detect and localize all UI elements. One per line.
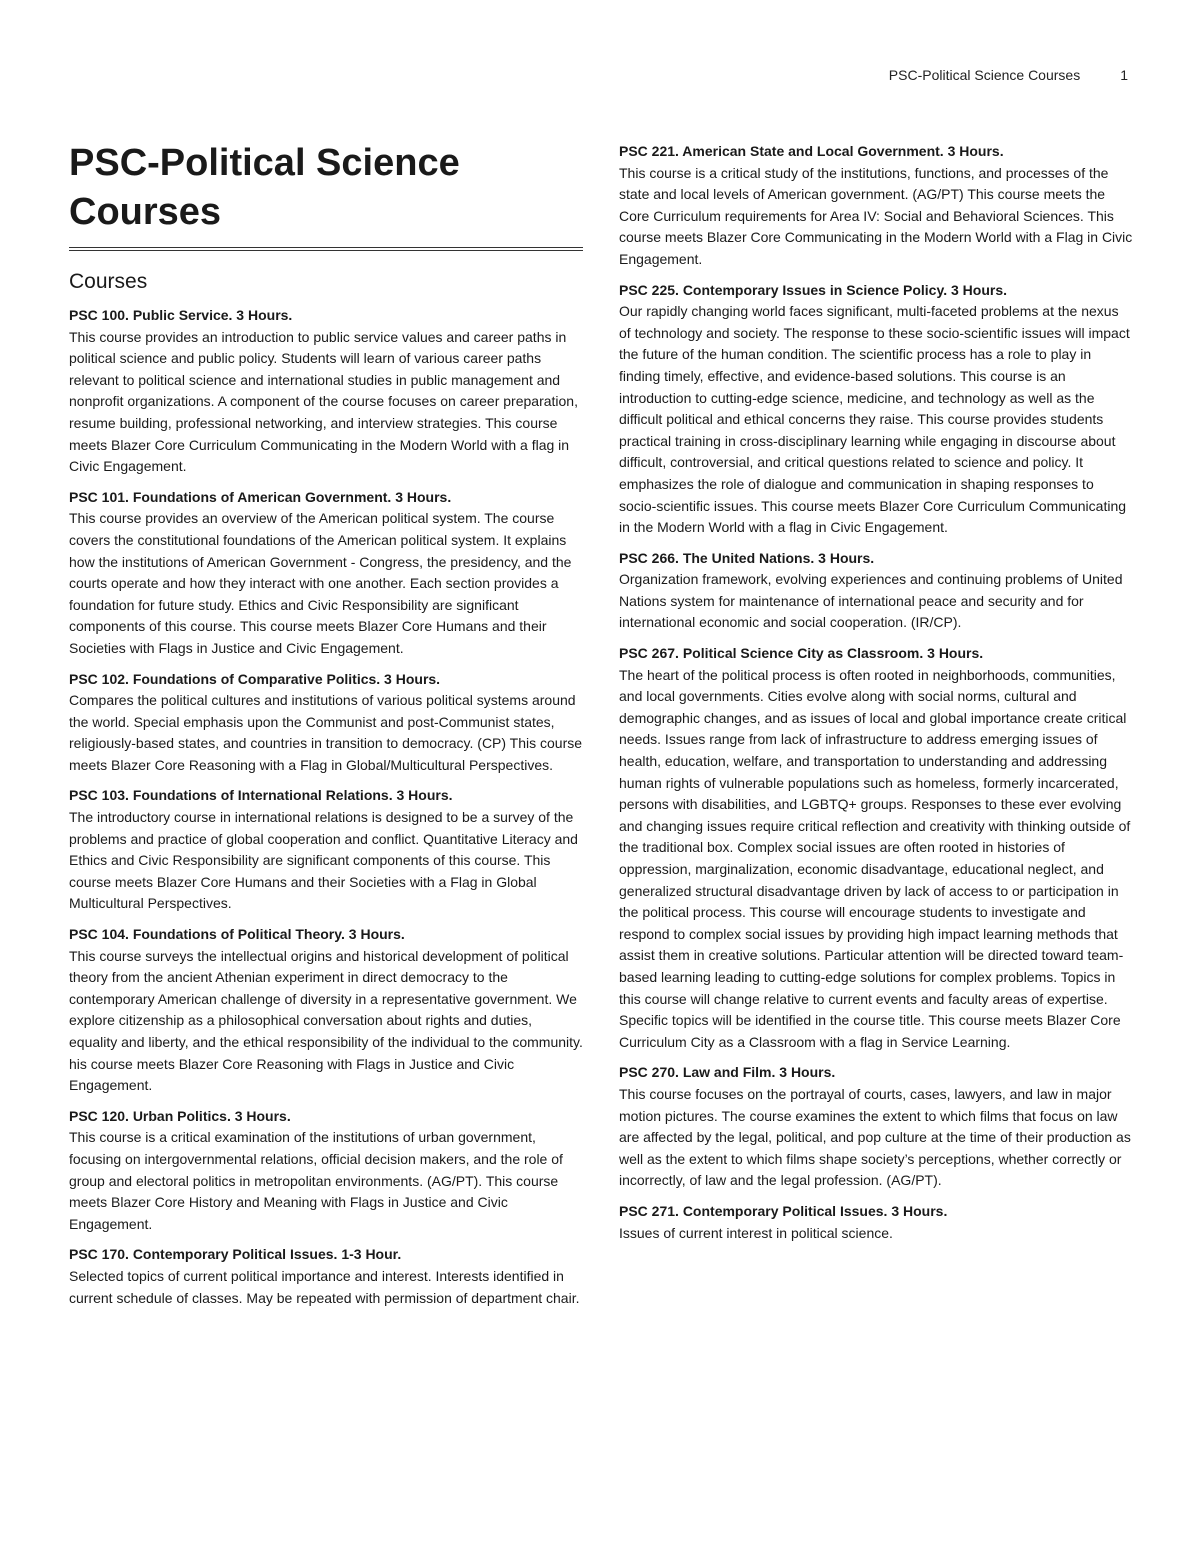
course-entry <box>619 141 1133 271</box>
course-title: PSC 267. Political Science City as Classroom. 3 Hours. <box>619 645 984 662</box>
course-title: PSC 270. Law and Film. 3 Hours. <box>619 1064 836 1081</box>
page-header <box>889 67 1128 83</box>
course-description: The heart of the political process is often rooted in neighborhoods, communities, and local governments. Cities evolve along with social norms, cultural and demographic changes, and as issues of local and global importance create critical needs. Issues range from lack of infrastructure to address emerging issues of health, education, welfare, and transportation to understanding and addressing human rights of vulnerable populations such as homeless, formerly incarcerated, persons with disabilities, and LGBTQ+ groups. Responses to these ever evolving and changing issues require critical reflection and creativity with thinking outside of the traditional box. Complex social issues are often rooted in histories of oppression, marginalization, economic disadvantage, educational neglect, and generalized structural disadvantage driven by lack of access to or participation in the political process. This course will encourage students to investigate and respond to complex social issues by providing high impact learning methods that assist them in creative solutions. Particular attention will be directed toward team-based learning leading to cutting-edge solutions for complex problems. Topics in this course will change relative to current events and faculty areas of expertise. Specific topics will be identified in the course title. This course meets Blazer Core Curriculum City as a Classroom with a flag in Service Learning. <box>619 666 1131 1050</box>
course-entry <box>69 1106 583 1236</box>
course-description: Our rapidly changing world faces significant, multi-faceted problems at the nexus of technology and society. The response to these socio-scientific issues will impact the future of the human condition. The scientific process has a role to play in finding timely, effective, and evidence-based solutions. This course is an introduction to cutting-edge science, medicine, and technology as well as the difficult political and ethical concerns they raise. This course provides students practical training in cross-disciplinary learning while engaging in discourse about difficult, controversial, and critical questions related to science and policy. It emphasizes the role of dialogue and communication in shaping responses to socio-scientific issues. This course meets Blazer Core Curriculum Communicating in the Modern World with a flag in Civic Engagement. <box>619 303 1130 536</box>
course-entry <box>69 924 583 1097</box>
course-title: PSC 103. Foundations of International Relations. 3 Hours. <box>69 787 453 804</box>
left-course-list <box>69 305 583 1309</box>
course-description: Selected topics of current political importance and interest. Interests identified in current schedule of classes. May be repeated with permission of department chair. <box>69 1267 580 1306</box>
course-entry <box>69 785 583 915</box>
course-entry <box>69 669 583 777</box>
course-title: PSC 271. Contemporary Political Issues. 3 Hours. <box>619 1202 948 1219</box>
course-entry <box>69 487 583 660</box>
course-title: PSC 170. Contemporary Political Issues. 1-3 Hour. <box>69 1246 402 1263</box>
course-description: Organization framework, evolving experiences and continuing problems of United Nations system for maintenance of international peace and security and for international economic and social cooperation. (IR/CP). <box>619 571 1123 631</box>
document-title: PSC-Political Science Courses <box>69 142 460 233</box>
course-description: This course provides an overview of the American political system. The course covers the constitutional foundations of the American political system. It explains how the institutions of American Government - Congress, the presidency, and the courts operate and how they interact with one another. Each section provides a foundation for future study. Ethics and Civic Responsibility are significant components of this course. This course meets Blazer Core Humans and their Societies with Flags in Justice and Civic Engagement. <box>69 510 572 656</box>
course-entry <box>619 1201 1133 1244</box>
course-entry <box>69 305 583 478</box>
course-description: This course is a critical examination of the institutions of urban government, focusing on intergovernmental relations, official decision makers, and the role of group and electoral politics in metropolitan environments. (AG/PT). This course meets Blazer Core History and Meaning with Flags in Justice and Civic Engagement. <box>69 1129 563 1232</box>
left-column <box>69 139 583 1318</box>
right-column <box>619 141 1133 1253</box>
course-description: This course provides an introduction to public service values and career paths in political science and public policy. Students will learn of various career paths relevant to political science and international studies in public management and nonprofit organizations. A component of the course focuses on career preparation, resume building, professional networking, and interview strategies. This course meets Blazer Core Curriculum Communicating in the Modern World with a flag in Civic Engagement. <box>69 328 578 475</box>
course-title: PSC 104. Foundations of Political Theory. 3 Hours. <box>69 926 405 943</box>
course-description: Compares the political cultures and institutions of various political systems around the world. Special emphasis upon the Communist and post-Communist states, religiously-based states, and countries in transition to democracy. (CP) This course meets Blazer Core Reasoning with a Flag in Global/Multicultural Perspectives. <box>69 692 583 773</box>
course-title: PSC 266. The United Nations. 3 Hours. <box>619 549 875 566</box>
course-title: PSC 120. Urban Politics. 3 Hours. <box>69 1107 291 1124</box>
course-entry <box>619 548 1133 634</box>
title-divider <box>69 247 583 251</box>
page-number: 1 <box>1120 67 1128 83</box>
course-title: PSC 221. American State and Local Government. 3 Hours. <box>619 143 1004 159</box>
running-title: PSC-Political Science Courses <box>888 67 1081 83</box>
course-entry <box>619 280 1133 539</box>
course-title: PSC 101. Foundations of American Government. 3 Hours. <box>69 488 452 505</box>
right-course-list <box>619 141 1133 1244</box>
course-entry <box>619 1062 1133 1192</box>
course-entry <box>69 1244 583 1309</box>
course-title: PSC 102. Foundations of Comparative Politics. 3 Hours. <box>69 670 441 687</box>
course-title: PSC 100. Public Service. 3 Hours. <box>69 307 293 323</box>
course-entry <box>619 643 1133 1053</box>
course-description: Issues of current interest in political science. <box>619 1224 893 1241</box>
course-description: The introductory course in international relations is designed to be a survey of the problems and practice of global cooperation and conflict. Quantitative Literacy and Ethics and Civic Responsibility are significant components of this course. This course meets Blazer Core Humans and their Societies with a Flag in Global Multicultural Perspectives. <box>69 809 578 912</box>
course-description: This course surveys the intellectual origins and historical development of political theory from the ancient Athenian experiment in direct democracy to the contemporary American challenge of diversity in a representative government. We explore citizenship as a philosophical conversation about rights and duties, equality and liberty, and the ethical responsibility of the individual to the community. his course meets Blazer Core Reasoning with Flags in Justice and Civic Engagement. <box>69 947 583 1094</box>
course-title: PSC 225. Contemporary Issues in Science Policy. 3 Hours. <box>619 281 1008 298</box>
section-heading: Courses <box>69 270 148 293</box>
course-description: This course is a critical study of the institutions, functions, and processes of the state and local levels of American government. (AG/PT) This course meets the Core Curriculum requirements for Area IV: Social and Behavioral Sciences. This course meets Blazer Core Communicating in the Modern World with a Flag in Civic Engagement. <box>619 164 1133 267</box>
course-description: This course focuses on the portrayal of courts, cases, lawyers, and law in major motion pictures. The course examines the extent to which films that focus on law are affected by the legal, political, and pop culture at the time of their production as well as the extent to which films shape society’s perceptions, whether correctly or incorrectly, of law and the legal profession. (AG/PT). <box>619 1085 1131 1189</box>
